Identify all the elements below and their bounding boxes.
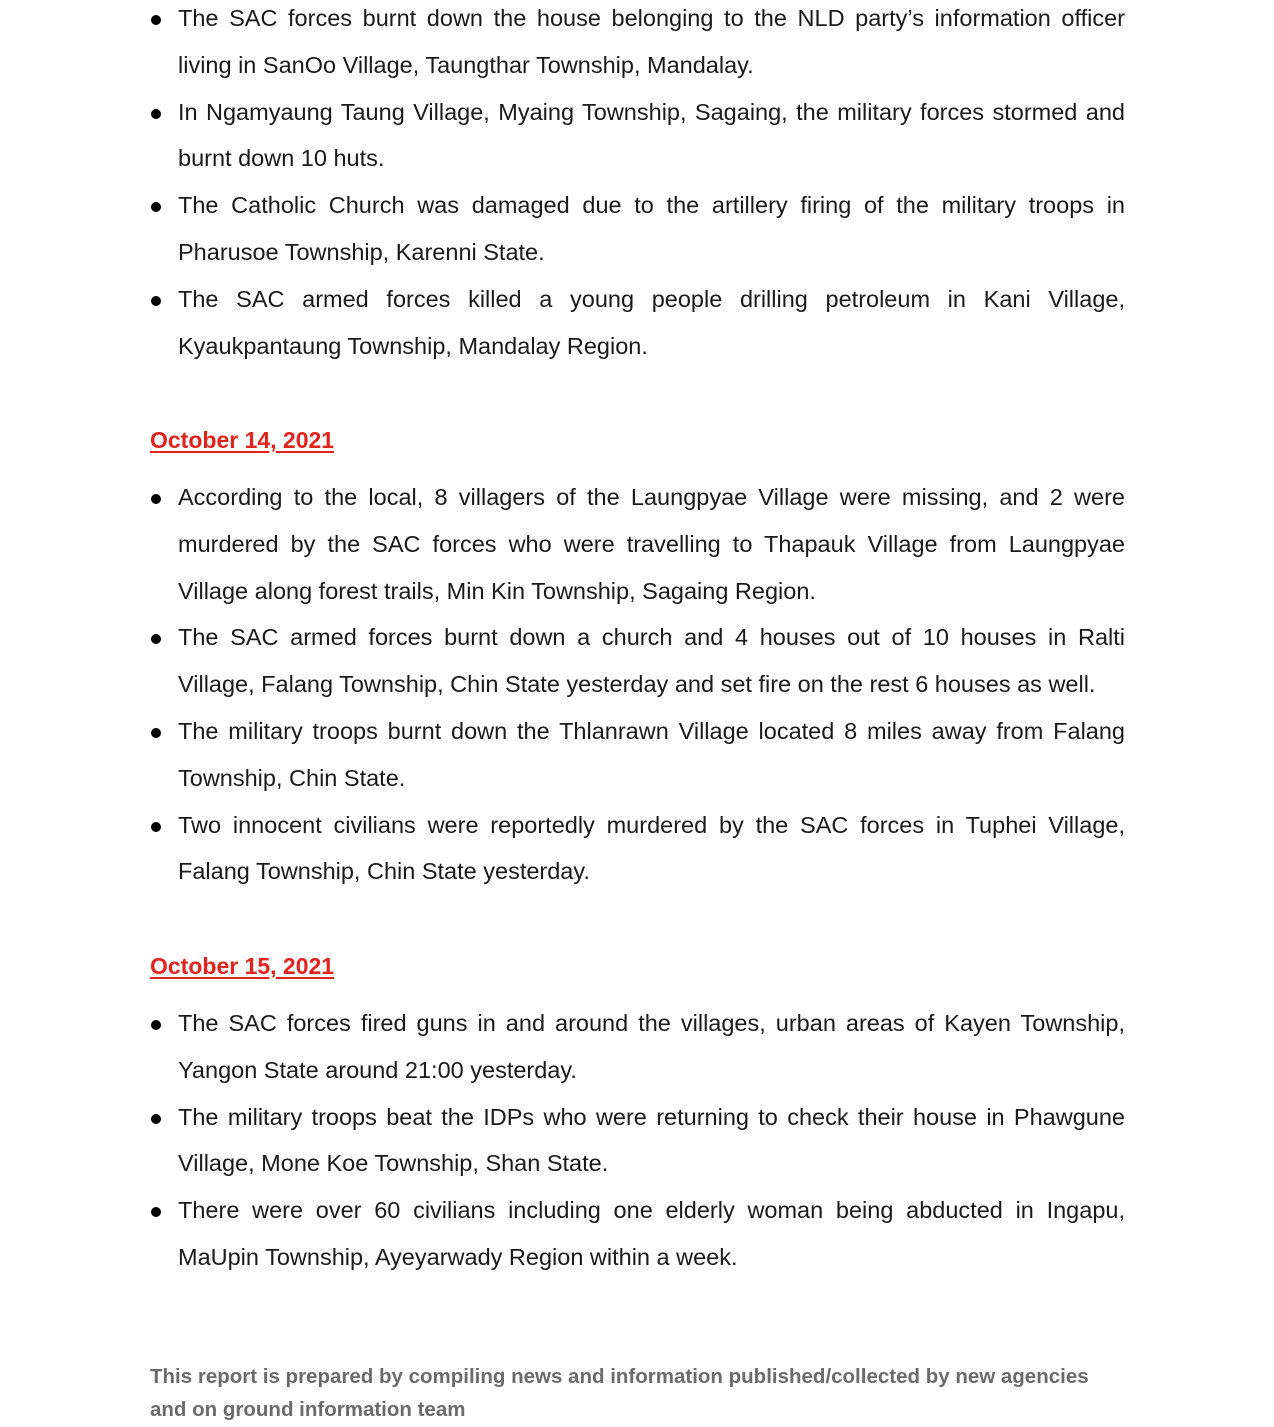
incident-item xyxy=(150,614,1125,708)
incident-text: The military troops burnt down the Thlanrawn Village located 8 miles away from Falang Township, Chin State. xyxy=(178,717,1125,791)
report-source-note: This report is prepared by compiling news and information published/collected by new agencies and on ground information team xyxy=(150,1365,1089,1421)
incident-item xyxy=(150,802,1125,896)
incident-text: The SAC armed forces killed a young people drilling petroleum in Kani Village, Kyaukpantaung Township, Mandalay Region. xyxy=(178,285,1125,359)
date-heading-oct14: October 14, 2021 xyxy=(150,427,335,453)
incident-item xyxy=(150,0,1125,89)
incident-text: The SAC armed forces burnt down a church and 4 houses out of 10 houses in Ralti Village, Falang Township, Chin State yesterday and set fire on the rest 6 houses as well. xyxy=(178,624,1125,698)
incident-item xyxy=(150,474,1125,614)
incident-text: The SAC forces burnt down the house belonging to the NLD party’s information officer living in SanOo Village, Taungthar Township, Mandalay. xyxy=(178,5,1125,78)
incident-text: There were over 60 civilians including one elderly woman being abducted in Ingapu, MaUpin Township, Ayeyarwady Region within a week. xyxy=(178,1197,1125,1270)
incident-list-oct14 xyxy=(150,474,1125,895)
incident-item xyxy=(150,1094,1125,1188)
bullet-icon xyxy=(151,15,161,25)
incident-list-oct13 xyxy=(150,0,1125,369)
bullet-icon xyxy=(151,296,161,306)
incident-item xyxy=(150,708,1125,802)
incident-text: The military troops beat the IDPs who were returning to check their house in Phawgune Village, Mone Koe Township, Shan State. xyxy=(178,1103,1125,1177)
date-heading-oct15: October 15, 2021 xyxy=(150,953,335,979)
bullet-icon xyxy=(151,1114,161,1124)
incident-item xyxy=(150,1000,1125,1094)
bullet-icon xyxy=(151,1207,161,1217)
incident-item xyxy=(150,89,1125,183)
bullet-icon xyxy=(151,822,161,832)
bullet-icon xyxy=(151,109,161,119)
incident-text: According to the local, 8 villagers of the Laungpyae Village were missing, and 2 were murdered by the SAC forces who were travelling to Thapauk Village from Laungpyae Village along forest trails, Min Kin Township, Sagaing Region. xyxy=(178,484,1125,604)
incident-text: The SAC forces fired guns in and around the villages, urban areas of Kayen Township, Yangon State around 21:00 yesterday. xyxy=(178,1010,1125,1083)
incident-item xyxy=(150,1187,1125,1281)
bullet-icon xyxy=(151,728,161,738)
incident-list-oct15 xyxy=(150,1000,1125,1281)
bullet-icon xyxy=(151,634,161,644)
incident-item xyxy=(150,182,1125,276)
incident-item xyxy=(150,276,1125,370)
bullet-icon xyxy=(151,494,161,504)
bullet-icon xyxy=(151,1020,161,1030)
incident-text: Two innocent civilians were reportedly murdered by the SAC forces in Tuphei Village, Falang Township, Chin State yesterday. xyxy=(178,811,1125,885)
incident-text: In Ngamyaung Taung Village, Myaing Township, Sagaing, the military forces stormed and burnt down 10 huts. xyxy=(178,98,1125,172)
incident-text: The Catholic Church was damaged due to the artillery firing of the military troops in Pharusoe Township, Karenni State. xyxy=(178,192,1125,265)
bullet-icon xyxy=(151,202,161,212)
